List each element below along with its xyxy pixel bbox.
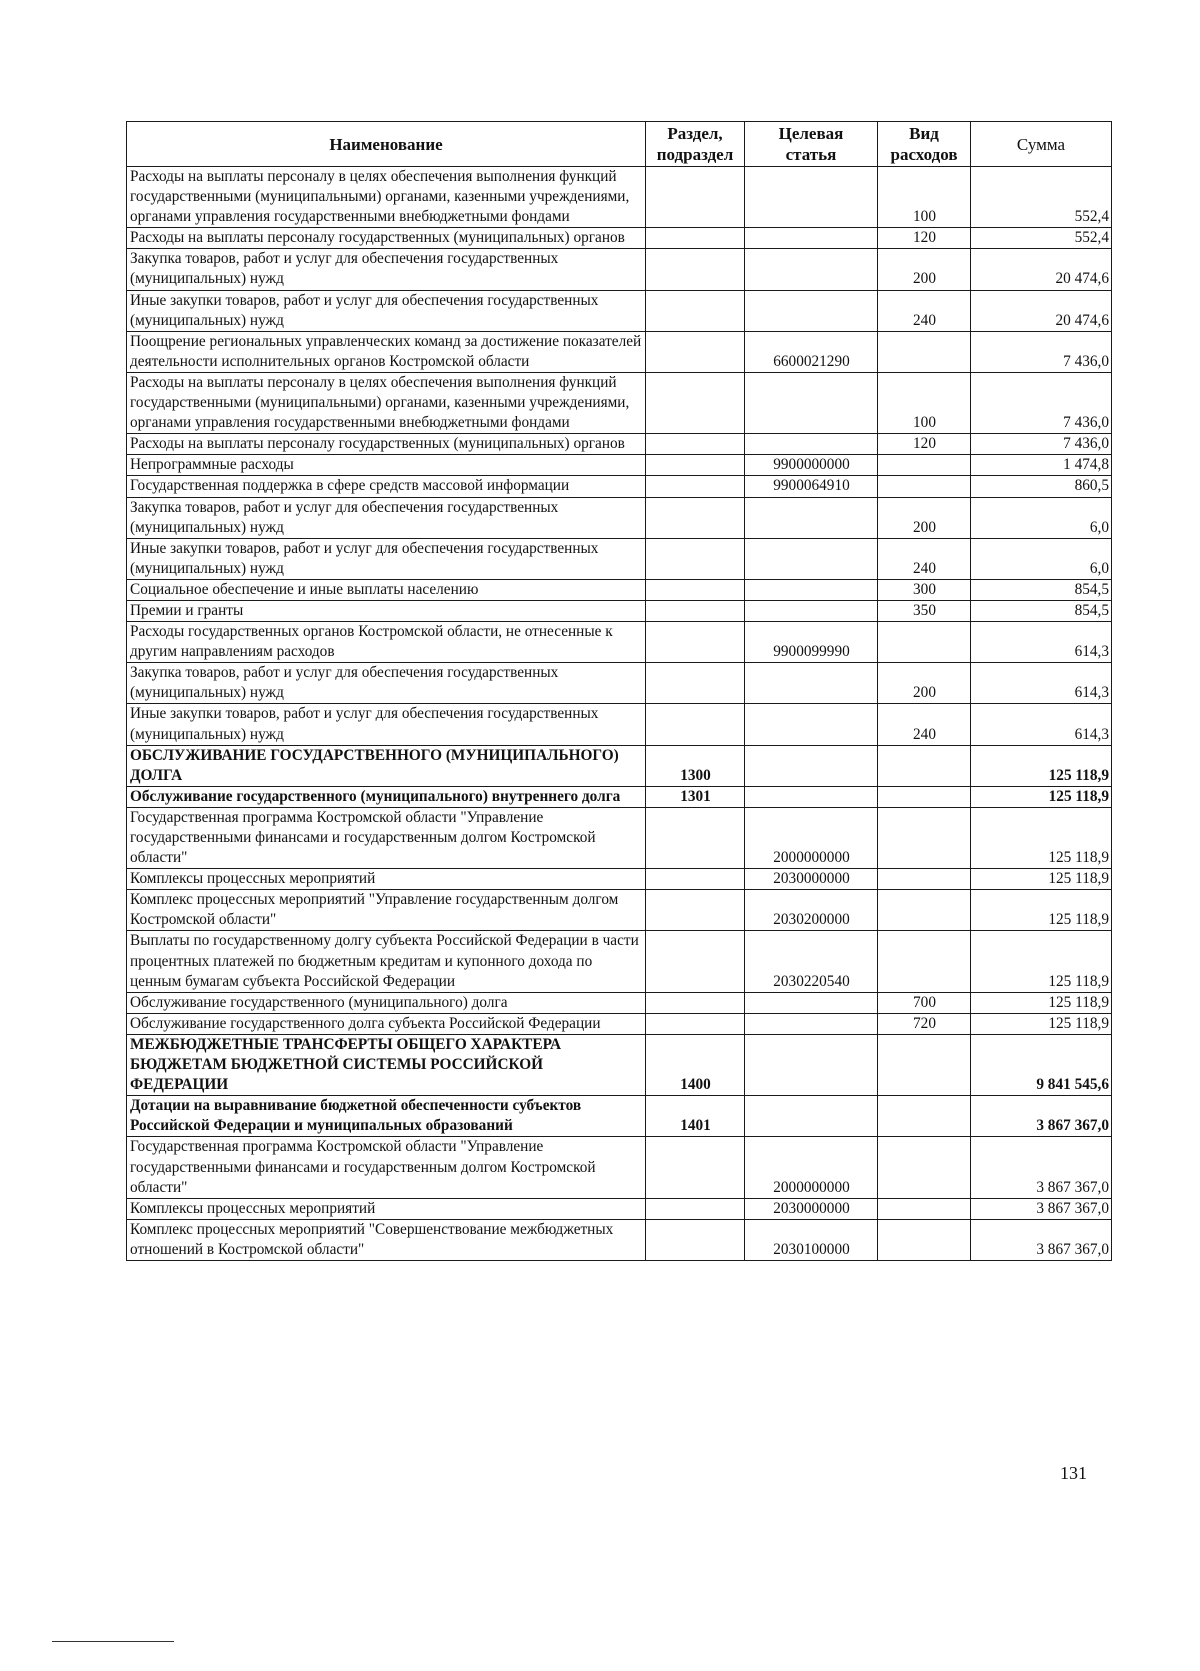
row-target	[745, 372, 878, 433]
row-sum: 614,3	[971, 663, 1112, 704]
row-name: Социальное обеспечение и иные выплаты населению	[127, 579, 646, 600]
header-sum: Сумма	[971, 122, 1112, 167]
table-row	[127, 1198, 1112, 1219]
row-sum: 125 118,9	[971, 931, 1112, 992]
row-section: 1301	[646, 786, 745, 807]
row-name: Государственная поддержка в сфере средств массовой информации	[127, 476, 646, 497]
table-row	[127, 786, 1112, 807]
table-row	[127, 455, 1112, 476]
row-target	[745, 167, 878, 228]
header-section	[646, 122, 745, 167]
row-target: 2000000000	[745, 1137, 878, 1198]
row-kind: 240	[878, 704, 971, 745]
row-section	[646, 1013, 745, 1034]
row-name: Иные закупки товаров, работ и услуг для обеспечения государственных (муниципальных) нужд	[127, 538, 646, 579]
table-row	[127, 372, 1112, 433]
row-section	[646, 622, 745, 663]
row-section	[646, 331, 745, 372]
row-target	[745, 538, 878, 579]
row-sum: 6,0	[971, 538, 1112, 579]
row-section	[646, 434, 745, 455]
row-target: 9900000000	[745, 455, 878, 476]
row-target	[745, 497, 878, 538]
table-row	[127, 434, 1112, 455]
table-row	[127, 290, 1112, 331]
row-name: Обслуживание государственного долга субъекта Российской Федерации	[127, 1013, 646, 1034]
row-target: 9900099990	[745, 622, 878, 663]
row-target: 2000000000	[745, 807, 878, 868]
row-target	[745, 290, 878, 331]
row-target	[745, 1034, 878, 1095]
row-sum: 125 118,9	[971, 890, 1112, 931]
row-kind	[878, 890, 971, 931]
row-kind: 700	[878, 992, 971, 1013]
row-name: Комплекс процессных мероприятий "Управление государственным долгом Костромской области"	[127, 890, 646, 931]
row-section	[646, 890, 745, 931]
row-name: Государственная программа Костромской области "Управление государственными финансами и государственным долгом Костромской области"	[127, 1137, 646, 1198]
table-body	[127, 167, 1112, 1261]
row-section	[646, 1137, 745, 1198]
row-kind: 120	[878, 228, 971, 249]
table-row	[127, 704, 1112, 745]
row-target	[745, 1013, 878, 1034]
header-kind-line1: Вид	[909, 124, 939, 143]
row-kind	[878, 745, 971, 786]
row-sum: 614,3	[971, 622, 1112, 663]
row-sum: 125 118,9	[971, 786, 1112, 807]
table-header	[127, 122, 1112, 167]
row-name: Комплекс процессных мероприятий "Совершенствование межбюджетных отношений в Костромской области"	[127, 1219, 646, 1260]
row-kind	[878, 1096, 971, 1137]
row-name: Дотации на выравнивание бюджетной обеспеченности субъектов Российской Федерации и муниципальных образований	[127, 1096, 646, 1137]
row-kind	[878, 455, 971, 476]
row-sum: 7 436,0	[971, 434, 1112, 455]
page-number: 131	[1060, 1463, 1087, 1483]
table-row	[127, 622, 1112, 663]
table-row	[127, 992, 1112, 1013]
row-kind	[878, 331, 971, 372]
row-kind: 100	[878, 372, 971, 433]
row-section	[646, 579, 745, 600]
row-sum: 854,5	[971, 600, 1112, 621]
row-target	[745, 434, 878, 455]
row-kind: 720	[878, 1013, 971, 1034]
row-section	[646, 807, 745, 868]
row-target	[745, 228, 878, 249]
table-row	[127, 1137, 1112, 1198]
row-section	[646, 931, 745, 992]
header-target-line2: статья	[785, 145, 837, 164]
row-sum: 552,4	[971, 167, 1112, 228]
row-name: Расходы на выплаты персоналу государственных (муниципальных) органов	[127, 434, 646, 455]
row-target	[745, 249, 878, 290]
row-target: 2030100000	[745, 1219, 878, 1260]
row-sum: 614,3	[971, 704, 1112, 745]
table-row	[127, 869, 1112, 890]
row-section	[646, 992, 745, 1013]
row-section: 1400	[646, 1034, 745, 1095]
row-name: Обслуживание государственного (муниципального) внутреннего долга	[127, 786, 646, 807]
row-kind	[878, 1137, 971, 1198]
table-row	[127, 600, 1112, 621]
row-sum: 9 841 545,6	[971, 1034, 1112, 1095]
row-name: Расходы государственных органов Костромской области, не отнесенные к другим направлениям расходов	[127, 622, 646, 663]
row-section	[646, 476, 745, 497]
header-target	[745, 122, 878, 167]
row-target: 2030000000	[745, 869, 878, 890]
row-name: Непрограммные расходы	[127, 455, 646, 476]
row-kind	[878, 476, 971, 497]
row-target: 9900064910	[745, 476, 878, 497]
row-kind: 300	[878, 579, 971, 600]
row-target	[745, 579, 878, 600]
row-sum: 7 436,0	[971, 372, 1112, 433]
row-section	[646, 497, 745, 538]
row-section	[646, 600, 745, 621]
table-row	[127, 663, 1112, 704]
row-name: Иные закупки товаров, работ и услуг для обеспечения государственных (муниципальных) нужд	[127, 704, 646, 745]
row-sum: 3 867 367,0	[971, 1137, 1112, 1198]
table-row	[127, 476, 1112, 497]
row-kind	[878, 931, 971, 992]
table-row	[127, 228, 1112, 249]
row-section	[646, 1198, 745, 1219]
row-kind: 200	[878, 663, 971, 704]
table-row	[127, 807, 1112, 868]
row-kind: 120	[878, 434, 971, 455]
table-row	[127, 745, 1112, 786]
row-section	[646, 538, 745, 579]
row-target: 6600021290	[745, 331, 878, 372]
row-sum: 6,0	[971, 497, 1112, 538]
row-sum: 854,5	[971, 579, 1112, 600]
row-kind: 240	[878, 290, 971, 331]
row-section	[646, 228, 745, 249]
row-name: Государственная программа Костромской области "Управление государственными финансами и государственным долгом Костромской области"	[127, 807, 646, 868]
row-section	[646, 663, 745, 704]
row-kind: 200	[878, 497, 971, 538]
header-kind	[878, 122, 971, 167]
header-name: Наименование	[127, 122, 646, 167]
row-name: МЕЖБЮДЖЕТНЫЕ ТРАНСФЕРТЫ ОБЩЕГО ХАРАКТЕРА БЮДЖЕТАМ БЮДЖЕТНОЙ СИСТЕМЫ РОССИЙСКОЙ ФЕДЕРАЦИИ	[127, 1034, 646, 1095]
row-name: Обслуживание государственного (муниципального) долга	[127, 992, 646, 1013]
row-section	[646, 167, 745, 228]
row-kind	[878, 869, 971, 890]
row-sum: 125 118,9	[971, 992, 1112, 1013]
row-name: Комплексы процессных мероприятий	[127, 1198, 646, 1219]
row-section	[646, 455, 745, 476]
row-target: 2030000000	[745, 1198, 878, 1219]
row-section: 1401	[646, 1096, 745, 1137]
table-row	[127, 1013, 1112, 1034]
row-kind	[878, 786, 971, 807]
table-row	[127, 1034, 1112, 1095]
table-row	[127, 249, 1112, 290]
table-row	[127, 1096, 1112, 1137]
row-name: Закупка товаров, работ и услуг для обеспечения государственных (муниципальных) нужд	[127, 249, 646, 290]
row-sum: 125 118,9	[971, 869, 1112, 890]
row-name: Выплаты по государственному долгу субъекта Российской Федерации в части процентных платежей по бюджетным кредитам и купонного дохода по ценным бумагам субъекта Российской Федерации	[127, 931, 646, 992]
budget-table	[126, 121, 1112, 1261]
row-kind: 240	[878, 538, 971, 579]
row-sum: 3 867 367,0	[971, 1096, 1112, 1137]
row-name: Премии и гранты	[127, 600, 646, 621]
row-kind: 100	[878, 167, 971, 228]
row-kind	[878, 1198, 971, 1219]
row-kind: 350	[878, 600, 971, 621]
row-target	[745, 600, 878, 621]
header-section-line1: Раздел,	[667, 124, 723, 143]
row-kind	[878, 1034, 971, 1095]
row-sum: 3 867 367,0	[971, 1219, 1112, 1260]
row-sum: 125 118,9	[971, 745, 1112, 786]
row-target	[745, 745, 878, 786]
row-sum: 20 474,6	[971, 290, 1112, 331]
row-name: Расходы на выплаты персоналу в целях обеспечения выполнения функций государственными (муниципальными) органами, казенными учреждениями, органами управления государственными внебюджетными фондами	[127, 372, 646, 433]
row-kind	[878, 807, 971, 868]
row-name: Поощрение региональных управленческих команд за достижение показателей деятельности исполнительных органов Костромской области	[127, 331, 646, 372]
table-row	[127, 167, 1112, 228]
row-target	[745, 704, 878, 745]
row-section	[646, 1219, 745, 1260]
row-name: Расходы на выплаты персоналу государственных (муниципальных) органов	[127, 228, 646, 249]
row-sum: 7 436,0	[971, 331, 1112, 372]
table-row	[127, 331, 1112, 372]
row-target	[745, 992, 878, 1013]
header-section-line2: подраздел	[656, 145, 734, 164]
header-kind-line2: расходов	[890, 145, 958, 164]
row-sum: 1 474,8	[971, 455, 1112, 476]
row-sum: 860,5	[971, 476, 1112, 497]
table-row	[127, 890, 1112, 931]
table-row	[127, 538, 1112, 579]
row-target	[745, 1096, 878, 1137]
row-target	[745, 786, 878, 807]
row-target: 2030200000	[745, 890, 878, 931]
table-row	[127, 931, 1112, 992]
row-section	[646, 704, 745, 745]
row-section	[646, 290, 745, 331]
row-name: Иные закупки товаров, работ и услуг для обеспечения государственных (муниципальных) нужд	[127, 290, 646, 331]
row-kind	[878, 1219, 971, 1260]
row-section: 1300	[646, 745, 745, 786]
header-target-line1: Целевая	[778, 124, 844, 143]
row-sum: 125 118,9	[971, 807, 1112, 868]
row-kind: 200	[878, 249, 971, 290]
row-kind	[878, 622, 971, 663]
row-name: Комплексы процессных мероприятий	[127, 869, 646, 890]
row-name: Расходы на выплаты персоналу в целях обеспечения выполнения функций государственными (муниципальными) органами, казенными учреждениями, органами управления государственными внебюджетными фондами	[127, 167, 646, 228]
row-target	[745, 663, 878, 704]
row-sum: 3 867 367,0	[971, 1198, 1112, 1219]
header-row	[127, 122, 1112, 167]
row-name: Закупка товаров, работ и услуг для обеспечения государственных (муниципальных) нужд	[127, 497, 646, 538]
table-row	[127, 497, 1112, 538]
row-name: Закупка товаров, работ и услуг для обеспечения государственных (муниципальных) нужд	[127, 663, 646, 704]
row-sum: 20 474,6	[971, 249, 1112, 290]
row-section	[646, 372, 745, 433]
row-section	[646, 869, 745, 890]
row-sum: 552,4	[971, 228, 1112, 249]
table-row	[127, 1219, 1112, 1260]
row-target: 2030220540	[745, 931, 878, 992]
row-sum: 125 118,9	[971, 1013, 1112, 1034]
row-name: ОБСЛУЖИВАНИЕ ГОСУДАРСТВЕННОГО (МУНИЦИПАЛЬНОГО) ДОЛГА	[127, 745, 646, 786]
table-row	[127, 579, 1112, 600]
row-section	[646, 249, 745, 290]
footer-rule	[52, 1641, 174, 1642]
